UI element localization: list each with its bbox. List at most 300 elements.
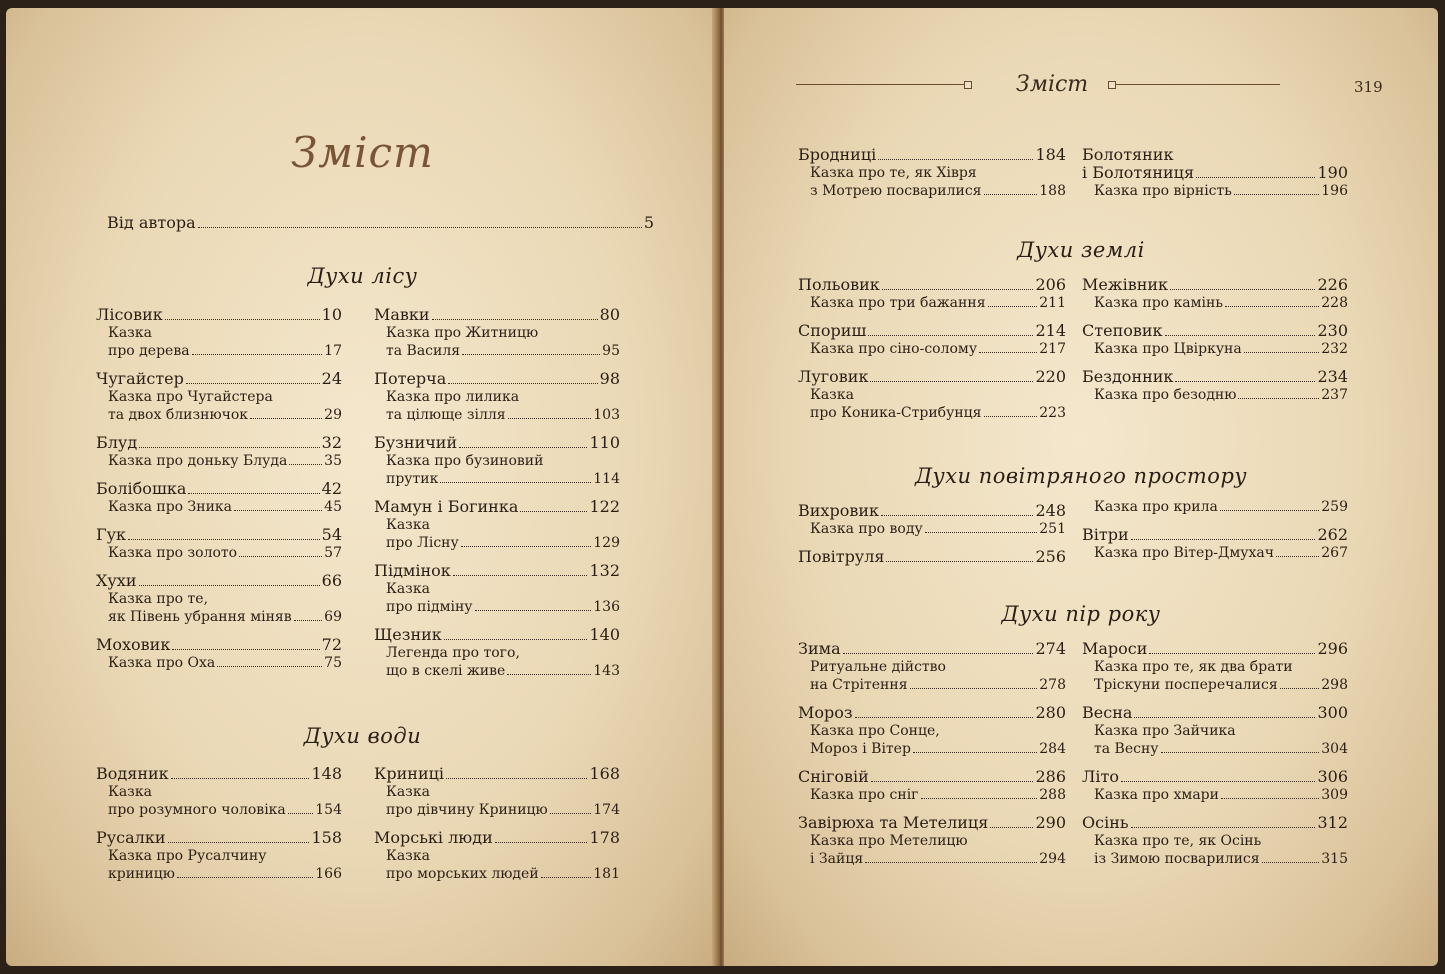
entry-title: Зима (798, 639, 841, 658)
entry-page: 42 (321, 479, 342, 498)
subentry-row (798, 294, 1066, 312)
dot-leader (168, 842, 310, 843)
entry-page: 226 (1317, 275, 1348, 294)
toc-entry[interactable] (1082, 526, 1348, 562)
dot-leader (1238, 398, 1319, 399)
subentry-page: 69 (324, 609, 342, 625)
subentry-title: про дівчину Криницю (386, 802, 548, 818)
subentry-title: Казка про Зайчика (1094, 723, 1236, 739)
entry-title-row (798, 502, 1066, 520)
entry-page: 296 (1317, 639, 1348, 658)
subentry-title: про дерева (108, 343, 190, 359)
toc-entry[interactable] (96, 370, 342, 424)
entry-title-row (798, 640, 1066, 658)
subentry-row (96, 801, 342, 819)
entry-title-row (374, 370, 620, 388)
toc-entry[interactable] (1082, 498, 1348, 516)
entry-page: 184 (1035, 145, 1066, 164)
toc-column (1082, 276, 1348, 414)
subentry-title: Казка (108, 784, 152, 800)
subentry-row (798, 340, 1066, 358)
subentry-page: 237 (1321, 387, 1348, 403)
toc-column (1082, 640, 1348, 878)
subentry-row (96, 865, 342, 883)
section-title-water: Духи води (303, 724, 422, 748)
subentry-title: Казка про Зника (108, 499, 233, 515)
entry-page: 66 (321, 571, 342, 590)
dot-leader (1170, 289, 1315, 290)
dot-leader (128, 539, 320, 540)
entry-title: Потерча (374, 369, 447, 388)
entry-title: Щезник (374, 625, 442, 644)
dot-leader (234, 510, 322, 511)
dot-leader (446, 778, 587, 779)
entry-title-row (96, 636, 342, 654)
toc-entry[interactable] (1082, 146, 1348, 200)
entry-title: Бузничий (374, 433, 458, 452)
subentry-title: про Лісну (386, 535, 459, 551)
subentry-row (1082, 676, 1348, 694)
toc-column (798, 276, 1066, 432)
entry-page: 312 (1317, 813, 1348, 832)
subentry-title: та Весну (1094, 741, 1159, 757)
subentry-page: 304 (1321, 741, 1348, 757)
subentry-title: що в скелі живе (386, 663, 506, 679)
entry-title-row (1082, 146, 1348, 164)
subentry-page: 315 (1321, 851, 1348, 867)
entry-title: Морські люди (374, 828, 493, 847)
dot-leader (1149, 653, 1315, 654)
subentry-row (374, 865, 620, 883)
dot-leader (139, 447, 319, 448)
entry-page: 10 (321, 305, 342, 324)
entry-title: Весна (1082, 703, 1133, 722)
entry-title-row (798, 146, 1066, 164)
entry-title-row (1082, 640, 1348, 658)
entry-page: 140 (589, 625, 620, 644)
subentry-row (96, 388, 342, 406)
entry-page: 158 (311, 828, 342, 847)
toc-entry[interactable] (798, 502, 1066, 538)
entry-title-row (96, 370, 342, 388)
dot-leader (921, 798, 1038, 799)
subentry-row (374, 516, 620, 534)
entry-title-row (1082, 814, 1348, 832)
subentry-row (96, 783, 342, 801)
dot-leader (882, 289, 1034, 290)
entry-title: Від автора (107, 213, 196, 232)
toc-entry[interactable] (96, 526, 342, 562)
subentry-row (798, 832, 1066, 850)
toc-column (96, 765, 342, 893)
subentry-page: 228 (1321, 295, 1348, 311)
entry-page: 274 (1035, 639, 1066, 658)
dot-leader (871, 781, 1034, 782)
subentry-page: 29 (324, 407, 342, 423)
entry-title-row (96, 765, 342, 783)
entry-page: 148 (311, 764, 342, 783)
subentry-title: прутик (386, 471, 439, 487)
entry-title: Мавки (374, 305, 430, 324)
dot-leader (913, 752, 1037, 753)
toc-entry-intro[interactable] (107, 214, 654, 232)
toc-entry[interactable] (798, 368, 1066, 422)
dot-leader (461, 546, 592, 547)
dot-leader (1280, 688, 1320, 689)
toc-entry[interactable] (1082, 704, 1348, 758)
dot-leader (139, 585, 320, 586)
subentry-page: 223 (1039, 405, 1066, 421)
subentry-row (96, 342, 342, 360)
toc-entry[interactable] (1082, 768, 1348, 804)
subentry-title: Казка про Русалчину (108, 848, 267, 864)
subentry-page: 103 (593, 407, 620, 423)
entry-title: Бродниці (798, 145, 877, 164)
subentry-row (96, 498, 342, 516)
subentry-row (1082, 832, 1348, 850)
entry-title-row (798, 368, 1066, 386)
dot-leader (1131, 539, 1316, 540)
subentry-title: Казка про лилика (386, 389, 520, 405)
entry-page: 290 (1035, 813, 1066, 832)
subentry-title: Казка про вірність (1094, 183, 1232, 199)
dot-leader (432, 319, 598, 320)
subentry-row (374, 342, 620, 360)
dot-leader (1276, 556, 1319, 557)
subentry-title: Казка про Чугайстера (108, 389, 273, 405)
subentry-row (1082, 340, 1348, 358)
dot-leader (878, 159, 1033, 160)
entry-title: Бездонник (1082, 367, 1174, 386)
subentry-title: Мороз і Вітер (810, 741, 911, 757)
entry-title-row (374, 434, 620, 452)
entry-page: 32 (321, 433, 342, 452)
subentry-page: 278 (1039, 677, 1066, 693)
subentry-row (1082, 386, 1348, 404)
dot-leader (1221, 798, 1319, 799)
header-ornament-left (964, 81, 972, 89)
dot-leader (192, 354, 323, 355)
dot-leader (979, 352, 1037, 353)
subentry-row (374, 452, 620, 470)
toc-column (798, 502, 1066, 576)
toc-entry[interactable] (798, 322, 1066, 358)
subentry-row (96, 544, 342, 562)
dot-leader (289, 464, 322, 465)
subentry-row (1082, 850, 1348, 868)
entry-title-row (96, 306, 342, 324)
entry-title: Чугайстер (96, 369, 184, 388)
subentry-row (798, 786, 1066, 804)
entry-page: 168 (589, 764, 620, 783)
dot-leader (453, 575, 588, 576)
subentry-title: Казка (108, 325, 152, 341)
entry-title-row (1082, 704, 1348, 722)
right-page (724, 8, 1438, 966)
subentry-row (96, 452, 342, 470)
dot-leader (868, 335, 1033, 336)
entry-page: 54 (321, 525, 342, 544)
subentry-row (374, 580, 620, 598)
toc-entry[interactable] (798, 640, 1066, 694)
subentry-title: Казка (386, 784, 430, 800)
subentry-row (1082, 544, 1348, 562)
subentry-title: Казка про те, як Хівря (810, 165, 977, 181)
dot-leader (1225, 306, 1319, 307)
toc-entry[interactable] (798, 704, 1066, 758)
entry-title-row (798, 276, 1066, 294)
dot-leader (1262, 862, 1320, 863)
toc-entry[interactable] (798, 548, 1066, 566)
subentry-page: 196 (1321, 183, 1348, 199)
subentry-title: Казка про воду (810, 521, 923, 537)
toc-entry[interactable] (374, 562, 620, 616)
entry-title: Лісовик (96, 305, 163, 324)
entry-title-row (1082, 368, 1348, 386)
entry-title-row (96, 526, 342, 544)
dot-leader (198, 227, 642, 228)
dot-leader (250, 418, 322, 419)
entry-page: 280 (1035, 703, 1066, 722)
subentry-page: 188 (1039, 183, 1066, 199)
page-number: 319 (1354, 78, 1383, 96)
subentry-title: Казка про крила (1094, 499, 1218, 515)
dot-leader (925, 532, 1038, 533)
subentry-row (1082, 498, 1348, 516)
entry-title: Підмінок (374, 561, 451, 580)
toc-entry[interactable] (1082, 368, 1348, 404)
toc-entry[interactable] (798, 146, 1066, 200)
dot-leader (186, 383, 320, 384)
toc-entry[interactable] (96, 765, 342, 819)
subentry-title: з Мотрею посварилися (810, 183, 982, 199)
entry-title-row (1082, 322, 1348, 340)
entry-title: Мороз (798, 703, 853, 722)
toc-entry[interactable] (96, 829, 342, 883)
subentry-row (1082, 182, 1348, 200)
subentry-row (798, 404, 1066, 422)
entry-title: Гук (96, 525, 127, 544)
subentry-title: Казка про те, (108, 591, 209, 607)
subentry-row (798, 676, 1066, 694)
entry-title: Луговик (798, 367, 869, 386)
toc-entry[interactable] (1082, 322, 1348, 358)
entry-title-row (374, 626, 620, 644)
subentry-title: Казка про Метелицю (810, 833, 968, 849)
dot-leader (294, 620, 323, 621)
subentry-title: Казка (386, 517, 430, 533)
entry-title: Моховик (96, 635, 171, 654)
subentry-row (1082, 786, 1348, 804)
entry-title: Сніговій (798, 767, 869, 786)
toc-column (1082, 498, 1348, 572)
dot-leader (288, 813, 314, 814)
section-title-seasons: Духи пір року (1001, 602, 1161, 626)
subentry-row (96, 847, 342, 865)
entry-title: Повітруля (798, 547, 885, 566)
entry-title-row (798, 548, 1066, 566)
subentry-title: про розумного чоловіка (108, 802, 286, 818)
dot-leader (440, 482, 591, 483)
subentry-page: 284 (1039, 741, 1066, 757)
subentry-title: Казка про Житницю (386, 325, 539, 341)
dot-leader (508, 418, 592, 419)
dot-leader (855, 717, 1034, 718)
subentry-row (374, 598, 620, 616)
subentry-row (798, 740, 1066, 758)
toc-entry[interactable] (374, 498, 620, 552)
subentry-page: 129 (593, 535, 620, 551)
entry-title-row (374, 306, 620, 324)
toc-entry[interactable] (96, 572, 342, 626)
subentry-page: 114 (593, 471, 620, 487)
entry-title: Вітри (1082, 525, 1129, 544)
entry-title: Хухи (96, 571, 137, 590)
dot-leader (1175, 381, 1315, 382)
subentry-row (1082, 294, 1348, 312)
entry-title-row (1082, 526, 1348, 544)
toc-entry[interactable] (374, 626, 620, 680)
dot-leader (171, 778, 310, 779)
subentry-row (374, 324, 620, 342)
entry-page: 262 (1317, 525, 1348, 544)
dot-leader (1131, 827, 1316, 828)
entry-page: 5 (643, 213, 654, 232)
subentry-page: 166 (315, 866, 342, 882)
page-title: Зміст (291, 128, 434, 177)
entry-title-row (798, 322, 1066, 340)
dot-leader (988, 306, 1038, 307)
dot-leader (239, 556, 322, 557)
subentry-title: Казка про Сонце, (810, 723, 940, 739)
entry-title: Мароси (1082, 639, 1148, 658)
subentry-page: 143 (593, 663, 620, 679)
toc-entry[interactable] (798, 768, 1066, 804)
subentry-row (374, 534, 620, 552)
subentry-row (374, 644, 620, 662)
subentry-title: Казка (810, 387, 854, 403)
toc-entry[interactable] (96, 636, 342, 672)
entry-title: Водяник (96, 764, 169, 783)
dot-leader (165, 319, 320, 320)
subentry-row (374, 406, 620, 424)
dot-leader (188, 493, 319, 494)
dot-leader (172, 649, 319, 650)
subentry-page: 154 (315, 802, 342, 818)
subentry-row (1082, 722, 1348, 740)
entry-page: 190 (1317, 163, 1348, 182)
entry-page: 80 (599, 305, 620, 324)
subentry-title: та цілюще зілля (386, 407, 506, 423)
dot-leader (910, 688, 1038, 689)
subentry-title: як Півень убрання міняв (108, 609, 292, 625)
subentry-title: Казка (386, 581, 430, 597)
dot-leader (870, 381, 1033, 382)
entry-page: 234 (1317, 367, 1348, 386)
subentry-title: Казка (386, 848, 430, 864)
subentry-title: Казка про безодню (1094, 387, 1237, 403)
subentry-title: Легенда про того, (386, 645, 520, 661)
dot-leader (1196, 177, 1315, 178)
entry-title-row (1082, 768, 1348, 786)
entry-title: Криниці (374, 764, 445, 783)
subentry-page: 298 (1321, 677, 1348, 693)
subentry-title: та Василя (386, 343, 461, 359)
entry-title: Степовик (1082, 321, 1163, 340)
dot-leader (507, 674, 591, 675)
dot-leader (1234, 194, 1319, 195)
entry-title-row (96, 572, 342, 590)
subentry-row (96, 590, 342, 608)
toc-entry[interactable] (96, 480, 342, 516)
toc-entry[interactable] (1082, 640, 1348, 694)
subentry-page: 309 (1321, 787, 1348, 803)
dot-leader (984, 194, 1038, 195)
header-rule-left (796, 84, 964, 85)
entry-page: 230 (1317, 321, 1348, 340)
toc-entry[interactable] (798, 814, 1066, 868)
toc-entry[interactable] (1082, 276, 1348, 312)
toc-entry[interactable] (1082, 814, 1348, 868)
dot-leader (448, 383, 597, 384)
subentry-title: про підміну (386, 599, 473, 615)
dot-leader (444, 639, 588, 640)
subentry-page: 95 (602, 343, 620, 359)
dot-leader (990, 827, 1033, 828)
toc-entry[interactable] (798, 276, 1066, 312)
entry-title-row (374, 765, 620, 783)
entry-title-row (1082, 276, 1348, 294)
dot-leader (1165, 335, 1316, 336)
subentry-title: Казка про сніг (810, 787, 919, 803)
entry-title-row (374, 829, 620, 847)
entry-title: Завірюха та Метелиця (798, 813, 989, 832)
subentry-row (374, 801, 620, 819)
toc-entry[interactable] (374, 306, 620, 360)
subentry-page: 17 (324, 343, 342, 359)
entry-title-row (374, 562, 620, 580)
toc-entry[interactable] (96, 306, 342, 360)
subentry-page: 288 (1039, 787, 1066, 803)
subentry-page: 174 (593, 802, 620, 818)
toc-entry[interactable] (374, 434, 620, 488)
subentry-title: та двох близнючок (108, 407, 249, 423)
toc-entry[interactable] (374, 829, 620, 883)
subentry-title: Казка про Цвіркуна (1094, 341, 1242, 357)
entry-page: 286 (1035, 767, 1066, 786)
subentry-title: Казка про те, як Осінь (1094, 833, 1262, 849)
entry-page: 132 (589, 561, 620, 580)
toc-column (374, 306, 620, 690)
subentry-title: Ритуальне дійство (810, 659, 946, 675)
toc-column (374, 765, 620, 893)
dot-leader (1244, 352, 1320, 353)
subentry-row (798, 386, 1066, 404)
subentry-page: 45 (324, 499, 342, 515)
entry-title: Вихровик (798, 501, 879, 520)
entry-title: і Болотяниця (1082, 163, 1195, 182)
entry-title-row (798, 768, 1066, 786)
subentry-row (798, 850, 1066, 868)
toc-entry[interactable] (374, 370, 620, 424)
subentry-title: Казка про Оха (108, 655, 216, 671)
toc-column (798, 640, 1066, 878)
subentry-title: Казка про золото (108, 545, 238, 561)
entry-title: Літо (1082, 767, 1119, 786)
entry-title-row (374, 498, 620, 516)
toc-entry[interactable] (374, 765, 620, 819)
toc-entry[interactable] (96, 434, 342, 470)
